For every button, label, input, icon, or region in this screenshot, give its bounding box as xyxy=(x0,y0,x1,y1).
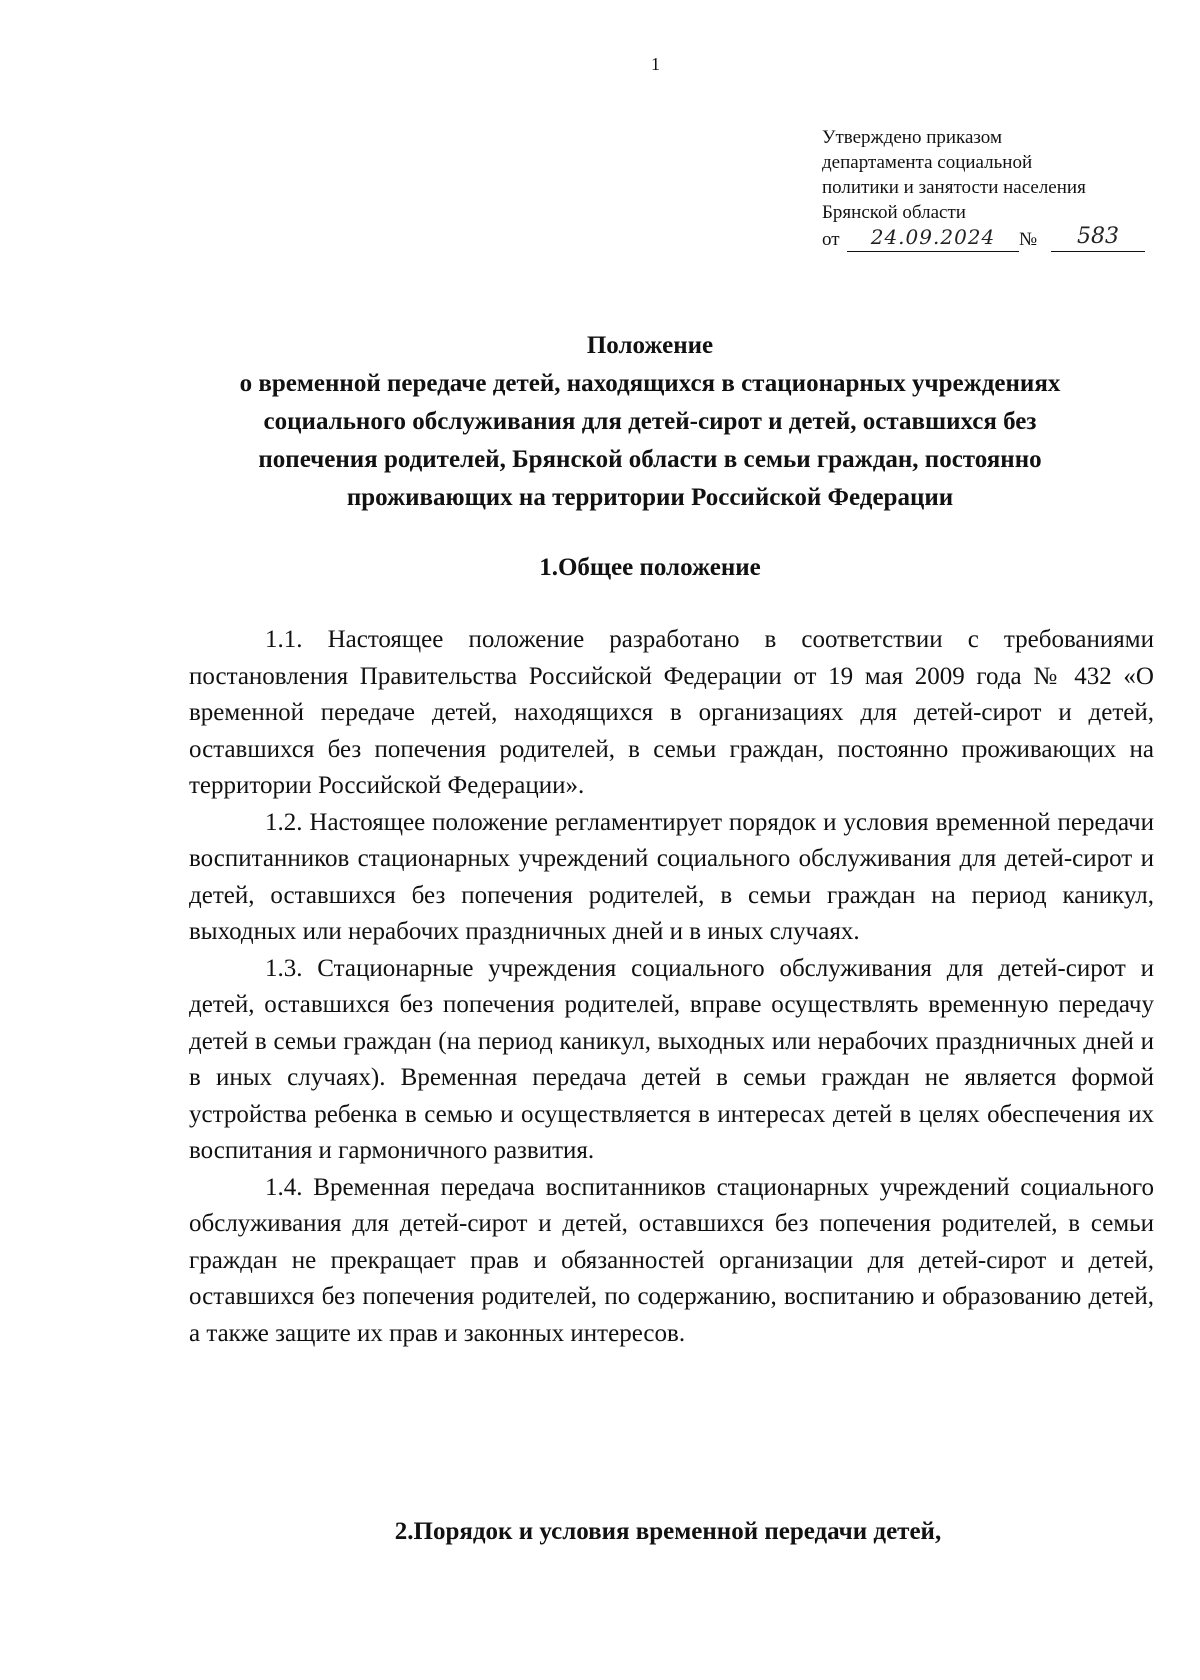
approval-date-number-row xyxy=(822,225,1142,253)
date-prefix: от xyxy=(822,229,840,250)
number-label: № xyxy=(1019,229,1038,250)
approval-line-2: департамента социальной xyxy=(822,152,1033,173)
paragraph-1-3: 1.3. Стационарные учреждения социального обслуживания для детей-сирот и детей, оставшихся без попечения родителей, вправе осуществлять временную передачу детей в семьи граждан (на период каникул, выходных или нерабочих праздничных дней и в иных случаях). Временная передача детей в семьи граждан не является формой устройства ребенка в семью и осуществляется в интересах детей в целях обеспечения их воспитания и гармоничного развития. xyxy=(189,954,1154,1164)
paragraph-1-2: 1.2. Настоящее положение регламентирует порядок и условия временной передачи воспитанников стационарных учреждений социального обслуживания для детей-сирот и детей, оставшихся без попечения родителей, в семьи граждан на период каникул, выходных или нерабочих праздничных дней и в иных случаях. xyxy=(189,808,1154,945)
handwritten-date: 24.09.2024 xyxy=(847,225,1019,252)
paragraph-1-4: 1.4. Временная передача воспитанников стационарных учреждений социального обслуживания для детей-сирот и детей, оставшихся без попечения родителей, в семьи граждан не прекращает прав и обязанностей организации для детей-сирот и детей, оставшихся без попечения родителей, по содержанию, воспитанию и образованию детей, а также защите их прав и законных интересов. xyxy=(189,1173,1154,1347)
title-line-2: о временной передаче детей, находящихся в стационарных учреждениях xyxy=(239,370,1061,397)
approval-line-1: Утверждено приказом xyxy=(822,127,1002,148)
approval-stamp-block xyxy=(822,125,1142,253)
title-line-3: социального обслуживания для детей-сирот и детей, оставшихся без xyxy=(263,408,1037,435)
handwritten-order-number: 583 xyxy=(1051,225,1145,252)
title-line-5: проживающих на территории Российской Федерации xyxy=(346,484,954,511)
section-1-body xyxy=(189,622,1154,1352)
approval-line-3: политики и занятости населения xyxy=(822,177,1086,198)
approval-line-4: Брянской области xyxy=(822,202,966,223)
title-line-4: попечения родителей, Брянской области в семьи граждан, постоянно xyxy=(258,446,1042,473)
page-number: 1 xyxy=(651,54,660,74)
document-title xyxy=(150,327,1150,517)
section-1-heading: 1.Общее положение xyxy=(539,554,761,581)
title-line-1: Положение xyxy=(586,332,714,359)
paragraph-1-1: 1.1. Настоящее положение разработано в соответствии с требованиями постановления Правительства Российской Федерации от 19 мая 2009 года № 432 «О временной передаче детей, находящихся в организациях для детей-сирот и детей, оставшихся без попечения родителей, в семьи граждан, постоянно проживающих на территории Российской Федерации». xyxy=(189,626,1154,799)
section-2-heading: 2.Порядок и условия временной передачи детей, xyxy=(394,1518,942,1545)
